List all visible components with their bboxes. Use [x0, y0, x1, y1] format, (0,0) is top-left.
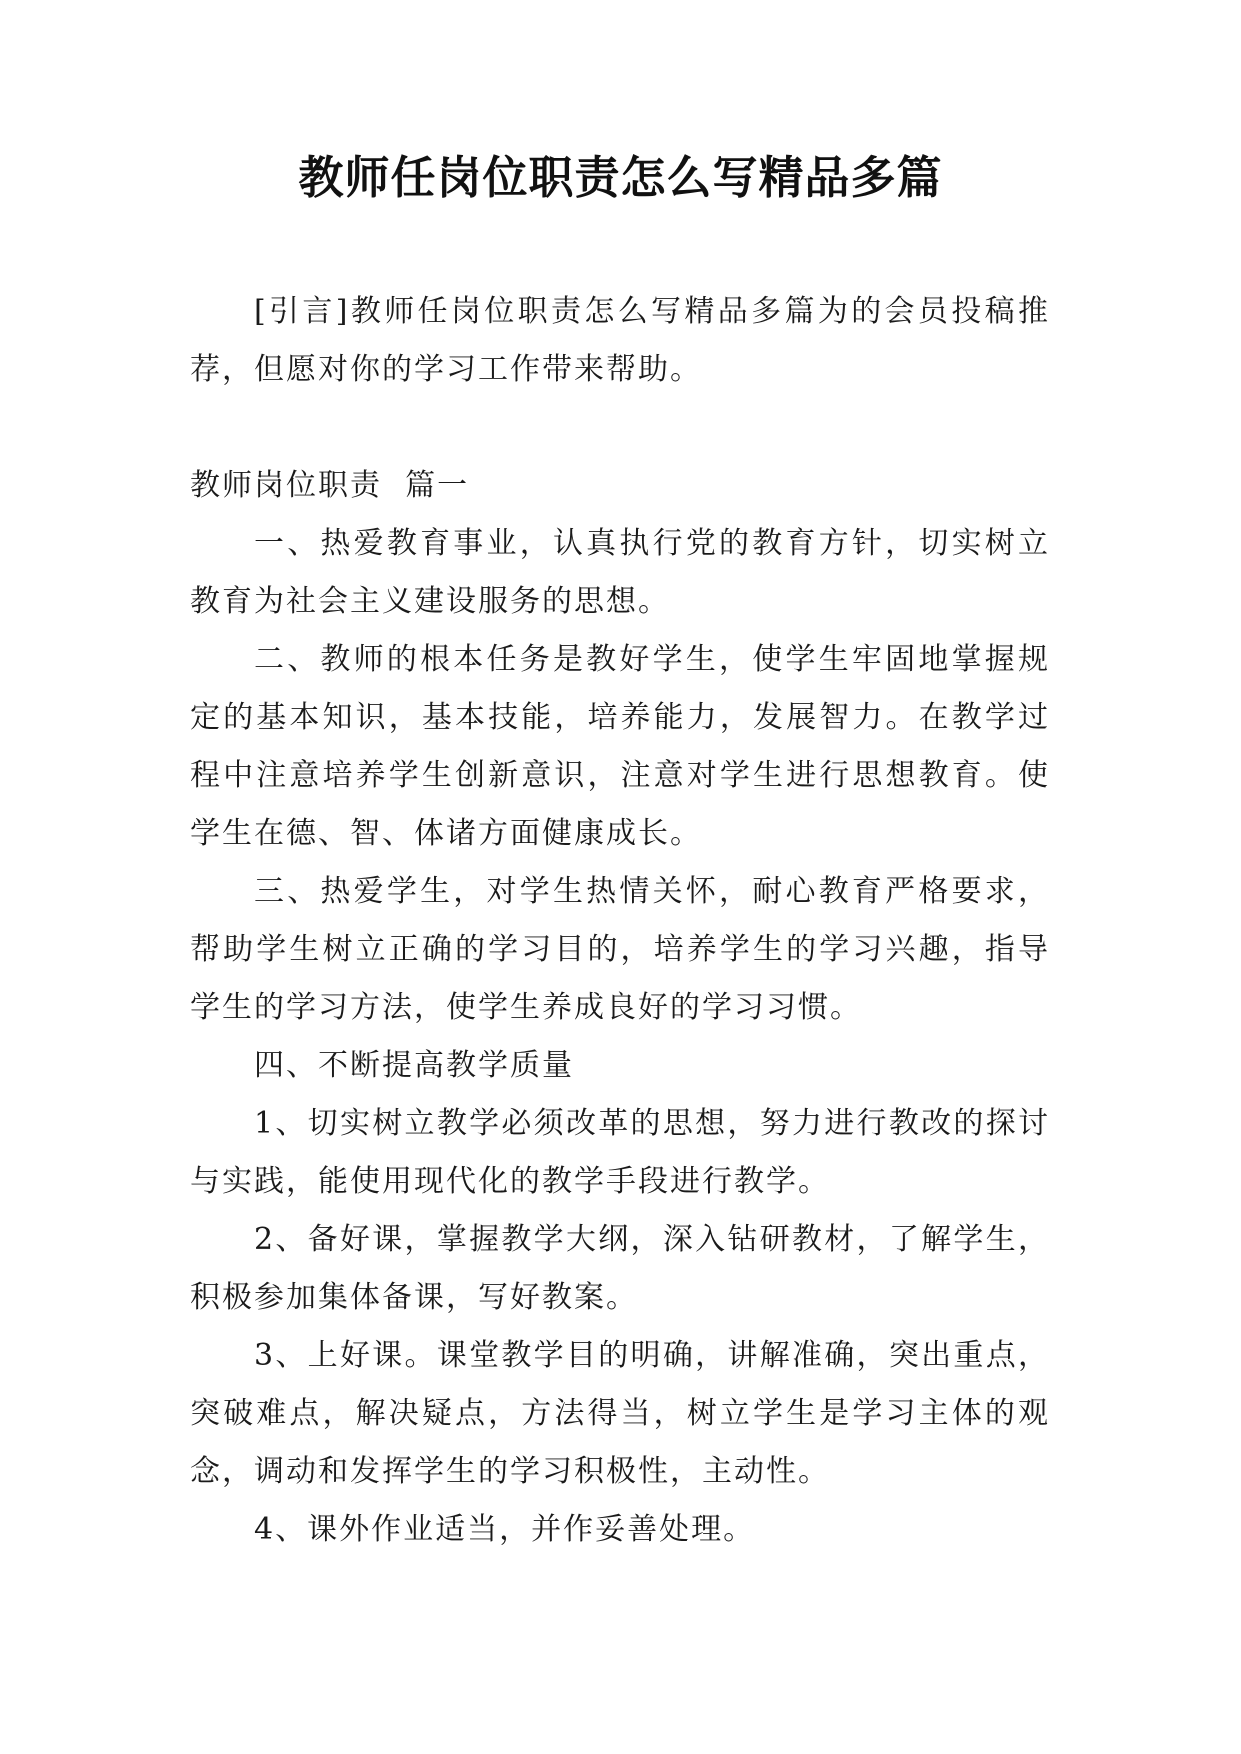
- section-heading: 教师岗位职责 篇一: [190, 468, 470, 503]
- intro-paragraph: [引言]教师任岗位职责怎么写精品多篇为的会员投稿推荐，但愿对你的学习工作带来帮助。: [190, 294, 1050, 387]
- body-paragraph-5: 1、切实树立教学必须改革的思想，努力进行教改的探讨与实践，能使用现代化的教学手段进行教学。: [190, 1106, 1050, 1199]
- body-paragraph-4: 四、不断提高教学质量: [254, 1048, 574, 1083]
- body-paragraph-8: 4、课外作业适当，并作妥善处理。: [254, 1512, 756, 1547]
- body-paragraph-7: 3、上好课。课堂教学目的明确，讲解准确，突出重点，突破难点，解决疑点，方法得当，树立学生是学习主体的观念，调动和发挥学生的学习积极性，主动性。: [190, 1338, 1050, 1489]
- body-paragraph-6: 2、备好课，掌握教学大纲，深入钻研教材，了解学生，积极参加集体备课，写好教案。: [190, 1222, 1050, 1315]
- body-paragraph-1: 一、热爱教育事业，认真执行党的教育方针，切实树立教育为社会主义建设服务的思想。: [190, 526, 1050, 619]
- document-body: [190, 283, 1050, 1559]
- body-paragraph-3: 三、热爱学生，对学生热情关怀，耐心教育严格要求，帮助学生树立正确的学习目的，培养学生的学习兴趣，指导学生的学习方法，使学生养成良好的学习习惯。: [190, 874, 1050, 1025]
- body-paragraph-2: 二、教师的根本任务是教好学生，使学生牢固地掌握规定的基本知识，基本技能，培养能力，发展智力。在教学过程中注意培养学生创新意识，注意对学生进行思想教育。使学生在德、智、体诸方面健康成长。: [190, 642, 1050, 851]
- document-title: 教师任岗位职责怎么写精品多篇: [298, 151, 943, 204]
